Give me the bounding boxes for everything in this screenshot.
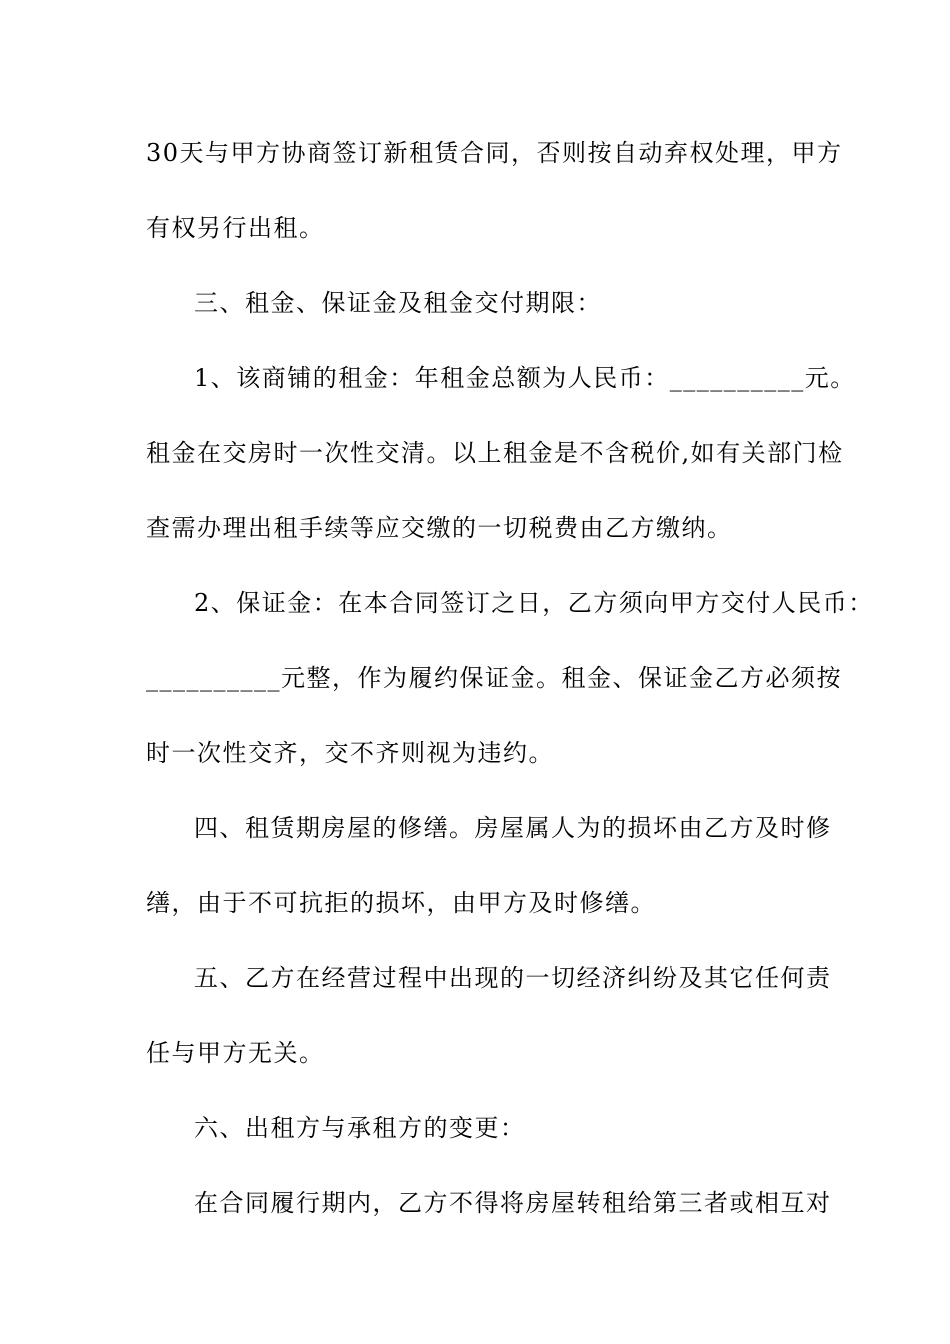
text-line: 查需办理出租手续等应交缴的一切税费由乙方缴纳。 (146, 514, 733, 542)
text-line: 1、该商铺的租金：年租金总额为人民币：__________元。 (194, 364, 856, 392)
text-line: 有权另行出租。 (146, 214, 325, 242)
section-heading: 三、租金、保证金及租金交付期限： (194, 289, 602, 317)
text-line: 租金在交房时一次性交清。以上租金是不含税价,如有关部门检 (146, 439, 844, 467)
text-line: 在合同履行期内，乙方不得将房屋转租给第三者或相互对 (194, 1189, 832, 1217)
text-line: 任与甲方无关。 (146, 1039, 325, 1067)
text-line: 时一次性交齐，交不齐则视为违约。 (146, 739, 554, 767)
section-heading: 四、租赁期房屋的修缮。房屋属人为的损坏由乙方及时修 (194, 814, 832, 842)
text-line: 2、保证金：在本合同签订之日，乙方须向甲方交付人民币： (194, 589, 874, 617)
text-line: 30天与甲方协商签订新租赁合同，否则按自动弃权处理，甲方 (146, 139, 843, 167)
section-heading: 五、乙方在经营过程中出现的一切经济纠纷及其它任何责 (194, 964, 832, 992)
text-line: 缮，由于不可抗拒的损坏，由甲方及时修缮。 (146, 889, 656, 917)
section-heading: 六、出租方与承租方的变更： (194, 1114, 526, 1142)
text-line: __________元整，作为履约保证金。租金、保证金乙方必须按 (146, 664, 842, 692)
